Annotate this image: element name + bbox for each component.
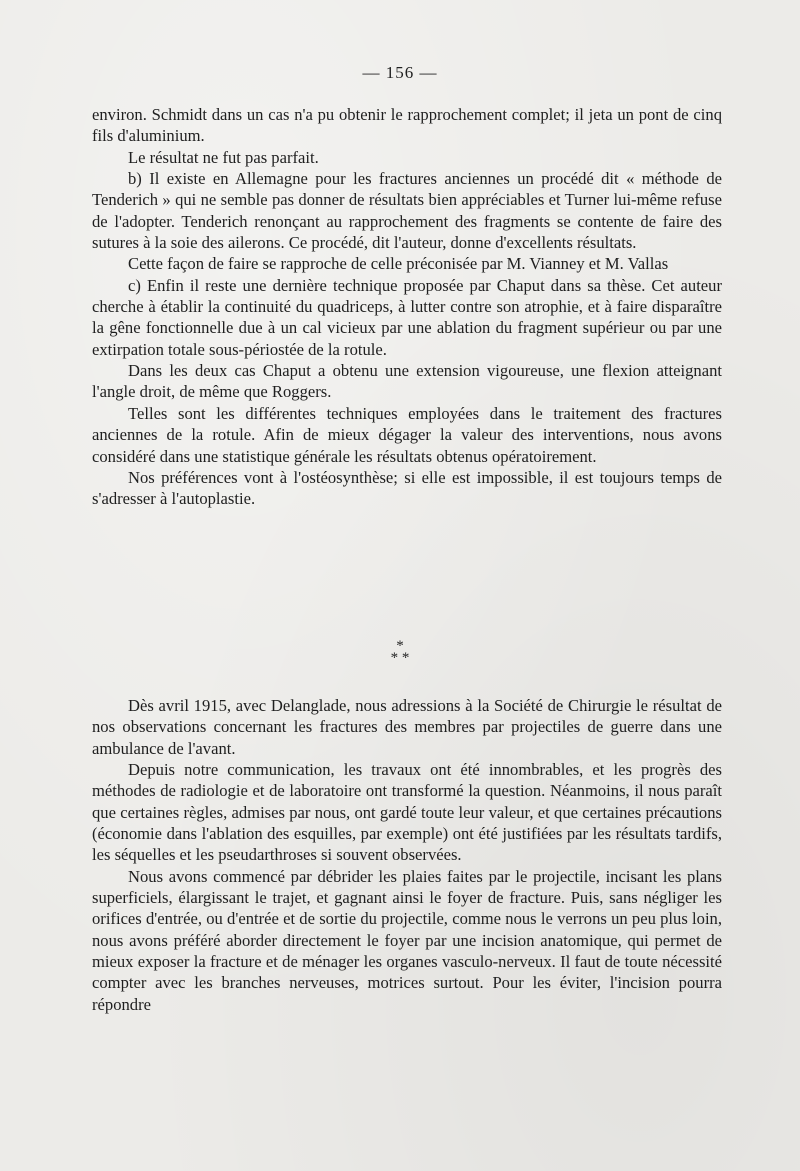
- section-surgical-techniques: [92, 104, 722, 510]
- paragraph: Nos préférences vont à l'ostéosynthèse; si elle est impossible, il est toujours temps de s'adresser à l'autoplastie.: [92, 467, 722, 509]
- paragraph: environ. Schmidt dans un cas n'a pu obtenir le rapprochement complet; il jeta un pont de cinq fils d'aluminium.: [92, 105, 722, 146]
- paragraph: Dans les deux cas Chaput a obtenu une extension vigoureuse, une flexion atteignant l'angle droit, de même que Roggers.: [92, 361, 722, 402]
- paragraph: Depuis notre communication, les travaux ont été innombrables, et les progrès des méthodes de radiologie et de laboratoire ont transformé la question. Néanmoins, il nous paraît que certaines règles, admises par nous, ont gardé toute leur valeur, et que certaines précautions (économie dans l'ablation des esquilles, par exemple) ont été justifiées par les résultats tardifs, les séquelles et les pseudarthroses si souvent observées.: [92, 760, 722, 865]
- asterism-top: *: [396, 638, 404, 654]
- section-separator-asterism: [0, 640, 800, 664]
- section-war-fractures: [92, 695, 722, 1015]
- asterism-bottom: * *: [390, 650, 410, 666]
- paragraph: Le résultat ne fut pas parfait.: [128, 147, 319, 167]
- page-number: — 156 —: [362, 63, 438, 82]
- paragraph: Dès avril 1915, avec Delanglade, nous adressions à la Société de Chirurgie le résultat de nos observations concernant les fractures des membres par projectiles de guerre dans une ambulance de l'avant.: [92, 696, 722, 758]
- paragraph: Telles sont les différentes techniques employées dans le traitement des fractures anciennes de la rotule. Afin de mieux dégager la valeur des interventions, nous avons considéré dans une statistique générale les résultats obtenus opératoirement.: [92, 403, 722, 466]
- paragraph: c) Enfin il reste une dernière technique proposée par Chaput dans sa thèse. Cet auteur cherche à établir la continuité du quadriceps, à lutter contre son atrophie, et à faire disparaître la gêne fonctionnelle due à un cal vicieux par une ablation du fragment supérieur ou par une extirpation totale sous-périostée de la rotule.: [92, 275, 722, 359]
- paragraph: Nous avons commencé par débrider les plaies faites par le projectile, incisant les plans superficiels, élargissant le trajet, et gagnant ainsi le foyer de fracture. Puis, sans négliger les orifices d'entrée, ou d'entrée et de sortie du projectile, comme nous le verrons un peu plus loin, nous avons préféré aborder directement le foyer par une incision anatomique, qui permet de mieux exposer la fracture et de ménager les organes vasculo-nerveux. Il faut de toute nécessité compter avec les branches nerveuses, motrices surtout. Pour les éviter, l'incision pourra répondre: [92, 866, 722, 1014]
- paragraph: b) Il existe en Allemagne pour les fractures anciennes un procédé dit « méthode de Tenderich » qui ne semble pas donner de résultats bien appréciables et Turner lui-même refuse de l'adopter. Tenderich renonçant au rapprochement des fragments se contente de faire des sutures à la soie des ailerons. Ce procédé, dit l'auteur, donne d'excellents résultats.: [92, 169, 722, 253]
- paragraph: Cette façon de faire se rapproche de celle préconisée par M. Vianney et M. Vallas: [128, 254, 669, 274]
